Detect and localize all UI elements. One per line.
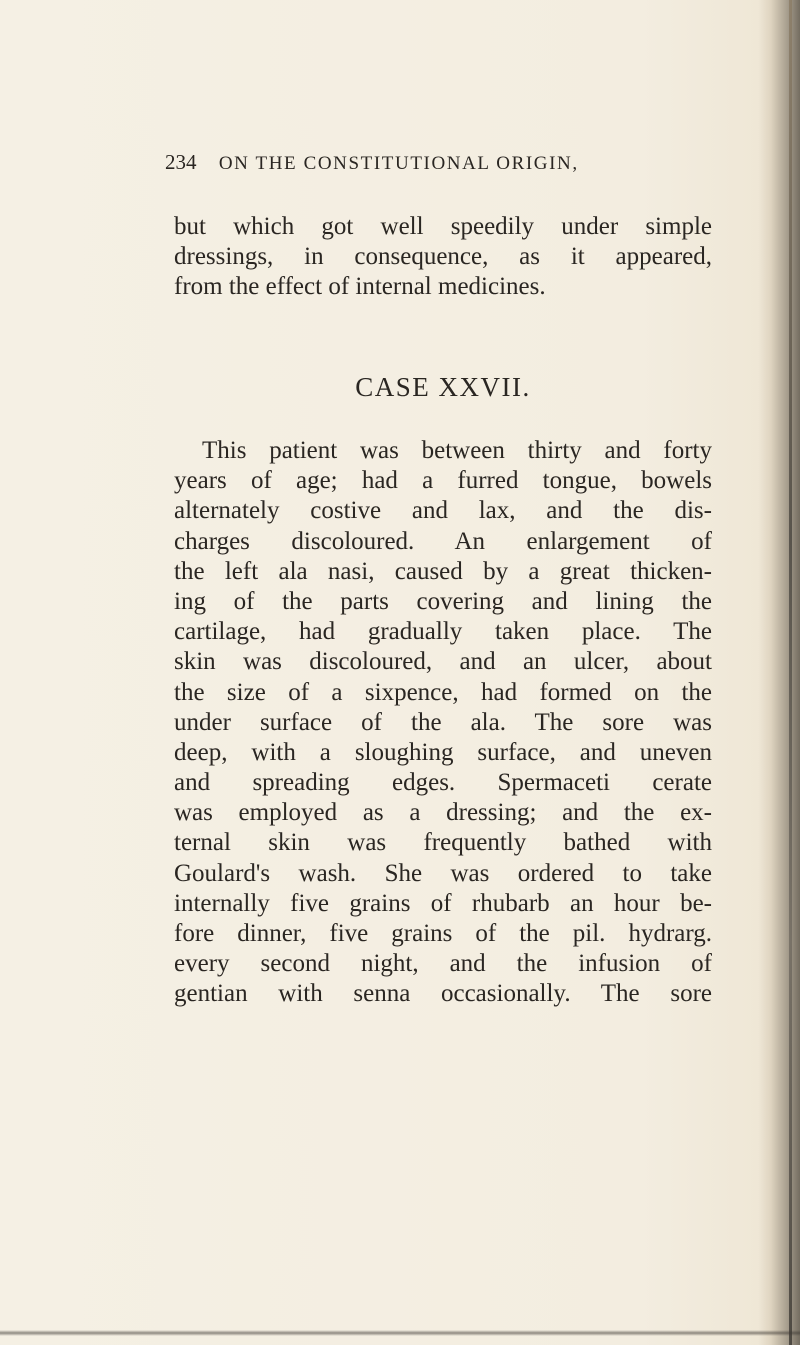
text-line: the left ala nasi, caused by a great thicken- — [174, 557, 712, 585]
text-line: the size of a sixpence, had formed on the — [174, 678, 712, 706]
text-line: This patient was between thirty and forty — [202, 437, 712, 464]
top-paragraph — [174, 212, 712, 303]
text-line: skin was discoloured, and an ulcer, about — [174, 648, 712, 676]
case-heading: CASE XXVII. — [355, 372, 531, 402]
text-line: and spreading edges. Spermaceti cerate — [174, 769, 712, 797]
text-line: ternal skin was frequently bathed with — [174, 829, 712, 857]
text-line: but which got well speedily under simple — [174, 213, 712, 240]
text-line: deep, with a sloughing surface, and uneven — [174, 738, 712, 766]
running-head-title: ON THE CONSTITUTIONAL ORIGIN, — [218, 153, 579, 174]
text-line: under surface of the ala. The sore was — [174, 708, 712, 736]
text-line: from the effect of internal medicines. — [174, 273, 546, 301]
text-line: charges discoloured. An enlargement of — [174, 527, 712, 555]
text-line: Goulard's wash. She was ordered to take — [174, 859, 712, 887]
page-edge-binding — [789, 0, 792, 1345]
text-line: ing of the parts covering and lining the — [174, 587, 712, 615]
text-line: was employed as a dressing; and the ex- — [174, 799, 712, 827]
text-line: gentian with senna occasionally. The sore — [174, 980, 712, 1008]
running-head — [165, 150, 725, 184]
case-paragraph — [174, 436, 712, 1010]
text-line: alternately costive and lax, and the dis- — [174, 497, 712, 525]
text-line: dressings, in consequence, as it appeared, — [174, 243, 712, 271]
page-edge-shadow — [758, 0, 800, 1345]
text-line: cartilage, had gradually taken place. The — [174, 618, 712, 646]
text-line: internally five grains of rhubarb an hour be- — [174, 889, 712, 917]
text-line: every second night, and the infusion of — [174, 950, 712, 978]
text-line: fore dinner, five grains of the pil. hydrarg. — [174, 920, 712, 947]
page-bottom-edge — [0, 1330, 800, 1336]
text-line: years of age; had a furred tongue, bowels — [174, 467, 712, 495]
page-number: 234 — [165, 150, 197, 174]
